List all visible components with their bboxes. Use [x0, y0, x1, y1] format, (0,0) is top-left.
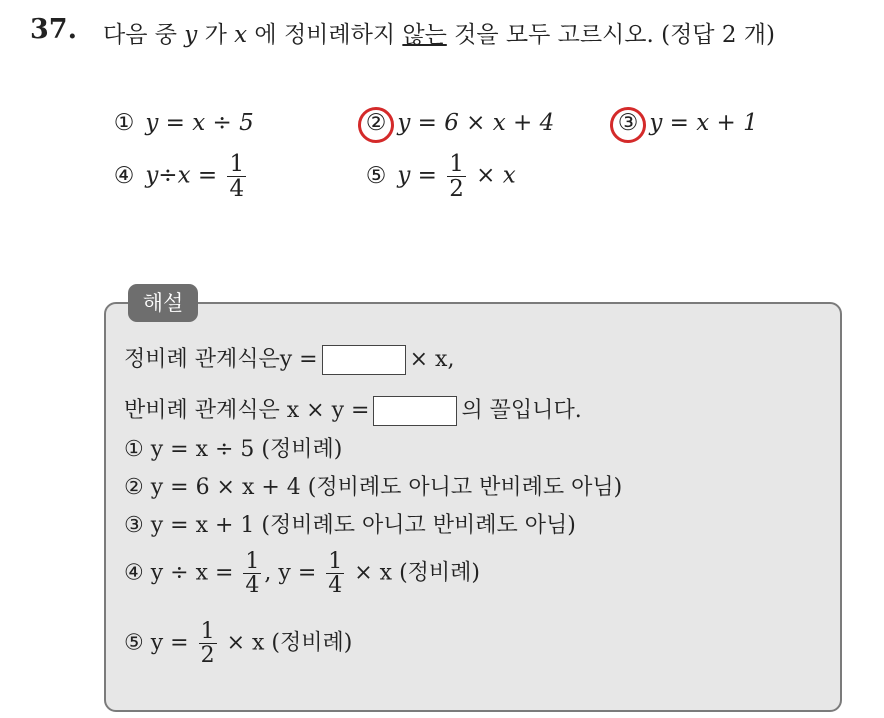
question-text: 다음 중 y 가 x 에 정비례하지 않는 것을 모두 고르시오. (정답 2 개) [103, 22, 775, 48]
solution-line-6: ④ y ÷ x = $\frac{1}{4}$ , y = $\frac{1}{4}$ × x (정비례) [124, 549, 480, 599]
fraction: $\frac{1}{4}$ [328, 549, 343, 599]
solution-line-2: 반비례 관계식은 x × y = 의 꼴입니다. [124, 393, 582, 426]
choice-2[interactable]: ② y = 6 × x + 4 [365, 110, 555, 136]
choice-3[interactable]: ③ y = x + 1 [617, 110, 758, 136]
fraction: $\frac{1}{4}$ [245, 549, 260, 599]
underlined-not: 않는 [402, 22, 447, 48]
choice-4[interactable]: ④ y÷x = $\frac{1}{4}$ [113, 151, 245, 203]
fraction: $\frac{1}{2}$ [449, 151, 464, 203]
choice-1[interactable]: ① y = x ÷ 5 [113, 110, 254, 136]
solution-line-1: 정비례 관계식은y = × x, [124, 342, 454, 375]
solution-line-7: ⑤ y = $\frac{1}{2}$ × x (정비례) [124, 619, 353, 669]
solution-line-4: ② y = 6 × x + 4 (정비례도 아니고 반비례도 아님) [124, 475, 623, 500]
solution-line-5: ③ y = x + 1 (정비례도 아니고 반비례도 아님) [124, 513, 576, 538]
solution-line-3: ① y = x ÷ 5 (정비례) [124, 437, 343, 462]
blank-box [322, 345, 406, 375]
question-number: 37. [30, 14, 77, 45]
blank-box [373, 396, 457, 426]
solution-tag: 해설 [128, 284, 198, 322]
fraction: $\frac{1}{2}$ [200, 619, 215, 669]
fraction: $\frac{1}{4}$ [229, 151, 245, 203]
choice-5[interactable]: ⑤ y = $\frac{1}{2}$ × x [365, 151, 516, 203]
